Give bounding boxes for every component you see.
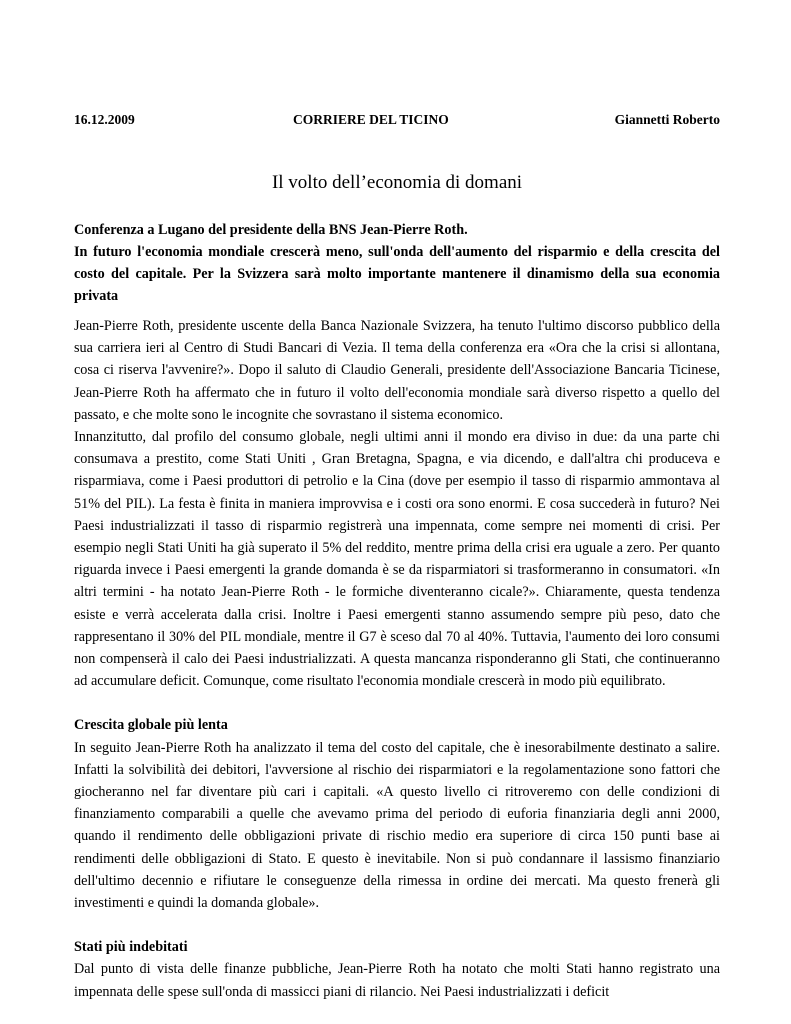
document-header <box>74 112 720 132</box>
paragraph-1: Jean-Pierre Roth, presidente uscente della Banca Nazionale Svizzera, ha tenuto l'ultimo discorso pubblico della sua carriera ieri al Centro di Studi Bancari di Vezia. Il tema della conferenza era «Ora che la crisi si allontana, cosa ci riserva l'avvenire?». Dopo il saluto di Claudio Generali, presidente dell'Associazione Bancaria Ticinese, Jean-Pierre Roth ha affermato che in futuro il volto dell'economia mondiale sarà diverso rispetto a quello del passato, e che molte sono le incognite che sovrastano il sistema economico. <box>74 318 720 423</box>
lead-line-1: Conferenza a Lugano del presidente della BNS Jean-Pierre Roth. <box>74 222 468 238</box>
paragraph-2: Innanzitutto, dal profilo del consumo globale, negli ultimi anni il mondo era diviso in due: da una parte chi consumava a prestito, come Stati Uniti , Gran Bretagna, Spagna, e via dicendo, e dall'altra chi produceva e risparmiava, come i Paesi produttori di petrolio e la Cina (dove per esempio il tasso di risparmio ammontava al 51% del PIL). La festa è finita in maniera improvvisa e i costi ora sono enormi. E cosa succederà in futuro? Nei Paesi industrializzati il tasso di risparmio registrerà una impennata, come sempre nei momenti di crisi. Per esempio negli Stati Uniti ha già superato il 5% del reddito, mentre prima della crisi era uguale a zero. Per quanto riguarda invece i Paesi emergenti la grande domanda è se da risparmiatori si trasformeranno in consumatori. «In altri termini - ha notato Jean-Pierre Roth - le formiche diventeranno cicale?». Chiaramente, questa tendenza esiste e verrà accelerata dalla crisi. Inoltre i Paesi emergenti stanno assumendo sempre più peso, dato che rappresentano il 30% del PIL mondiale, mentre il G7 è sceso dal 70 al 40%. Tuttavia, l'aumento dei loro consumi non compenserà il calo dei Paesi industrializzati. A questa mancanza risponderanno gli Stati, che continueranno ad accumulare deficit. Comunque, come risultato l'economia mondiale crescerà in modo più equilibrato. <box>74 429 720 690</box>
paragraph-4: Dal punto di vista delle finanze pubbliche, Jean-Pierre Roth ha notato che molti Stati hanno registrato una impennata delle spese sull'onda di massicci piani di rilancio. Nei Paesi industrializzati i deficit <box>74 961 720 1000</box>
article-lead <box>74 219 720 307</box>
header-author: Giannetti Roberto <box>614 112 720 127</box>
article-body <box>74 315 720 1003</box>
article-title: Il volto dell’economia di domani <box>271 172 523 193</box>
lead-line-2: In futuro l'economia mondiale crescerà meno, sull'onda dell'aumento del risparmio e della crescita del costo del capitale. Per la Svizzera sarà molto importante mantenere il dinamismo della sua economia privata <box>74 244 720 304</box>
paragraph-3: In seguito Jean-Pierre Roth ha analizzato il tema del costo del capitale, che è inesorabilmente destinato a salire. Infatti la solvibilità dei debitori, l'avversione al rischio dei risparmiatori e la regolamentazione sono fattori che giocheranno nel far diventare più cari i capitali. «A questo livello ci ritroveremo con delle condizioni di finanziamento comparabili a quelle che avevamo prima del periodo di euforia finanziaria degli anni 2000, quando il rendimento delle obbligazioni private di rischio medio era superiore di circa 150 punti base ai rendimenti delle obbligazioni di Stato. E questo è inevitabile. Non si può condannare il lassismo finanziario dell'ultimo decennio e rifiutare le conseguenze della rimessa in ordine dei mercati. Ma questo frenerà gli investimenti e quindi la domanda globale». <box>74 739 720 912</box>
subheading-2: Stati più indebitati <box>74 939 188 956</box>
header-date: 16.12.2009 <box>74 112 135 127</box>
subheading-1: Crescita globale più lenta <box>74 717 228 734</box>
header-publication: CORRIERE DEL TICINO <box>293 112 449 127</box>
